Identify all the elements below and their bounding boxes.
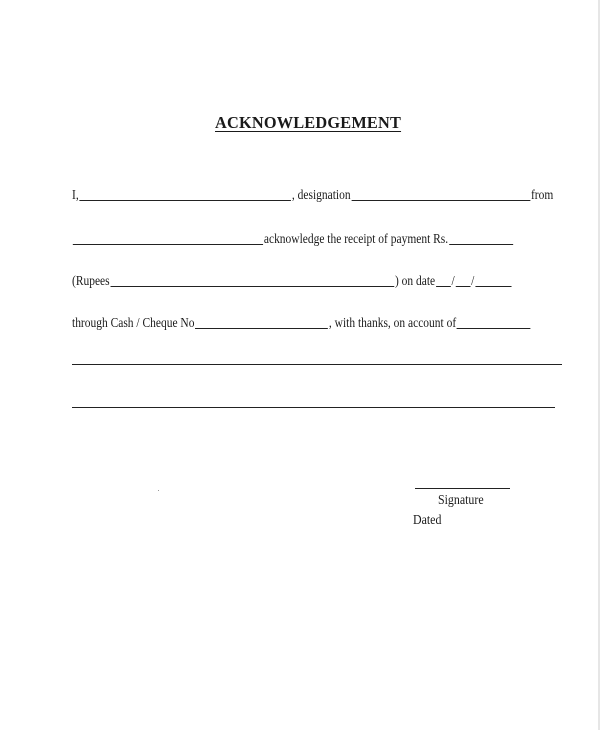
dated-label: Dated — [413, 513, 442, 528]
line2-acknowledge-label: acknowledge the receipt of payment Rs. — [263, 232, 449, 247]
line4-through-label: through Cash / Cheque No — [72, 316, 195, 331]
line1-designation-label: , designation — [291, 188, 351, 203]
signature-label: Signature — [438, 493, 484, 508]
name-blank[interactable] — [80, 199, 292, 201]
line1-from-label: from — [530, 188, 554, 203]
document-title: ACKNOWLEDGEMENT — [215, 113, 402, 132]
account-details-line-2[interactable] — [72, 407, 555, 408]
payer-blank[interactable] — [73, 243, 263, 245]
scan-speck — [158, 490, 159, 491]
designation-blank[interactable] — [351, 199, 530, 201]
line-cheque-account — [72, 312, 532, 332]
signature-line[interactable] — [415, 488, 510, 489]
cheque-number-blank[interactable] — [195, 327, 328, 329]
date-day-blank[interactable] — [436, 285, 451, 287]
date-separator-2: / — [471, 274, 475, 289]
date-year-blank[interactable] — [475, 285, 511, 287]
line3-on-date-label: ) on date — [394, 274, 436, 289]
line-acknowledge — [72, 228, 514, 248]
amount-blank[interactable] — [449, 243, 513, 245]
date-separator-1: / — [451, 274, 455, 289]
rupees-words-blank[interactable] — [110, 285, 394, 287]
line4-with-thanks-label: , with thanks, on account of — [328, 316, 457, 331]
account-details-line-1[interactable] — [72, 364, 562, 365]
line3-rupees-label: (Rupees — [72, 274, 110, 289]
account-of-blank[interactable] — [457, 327, 531, 329]
date-month-blank[interactable] — [456, 285, 471, 287]
line1-prefix: I, — [72, 188, 79, 203]
line-name-designation — [72, 184, 553, 204]
line-rupees-date — [72, 270, 512, 290]
